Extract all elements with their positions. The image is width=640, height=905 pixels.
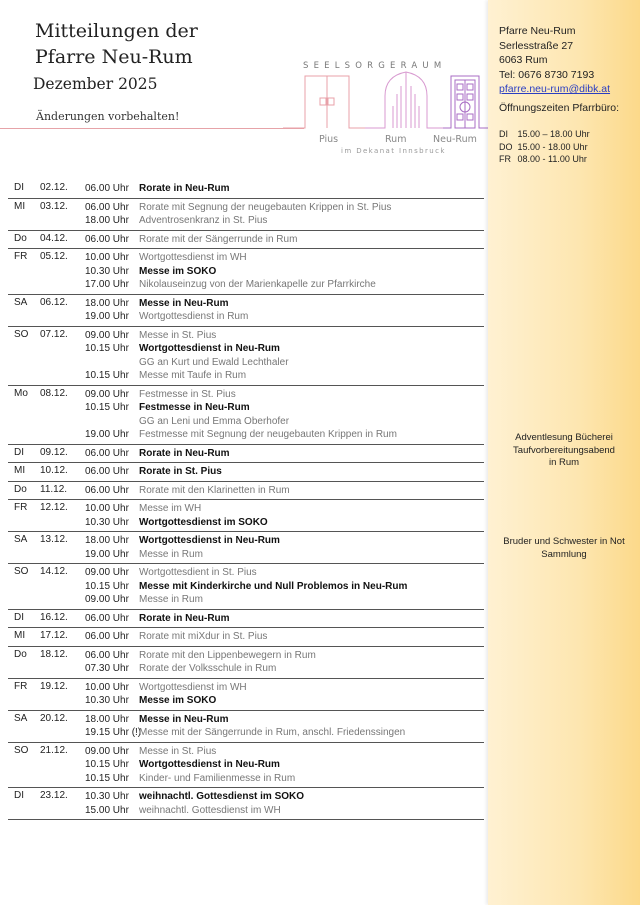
entry-time: 10.15 Uhr: [85, 759, 129, 770]
entry-time: 09.00 Uhr: [85, 329, 129, 341]
row-date: 13.12.: [40, 534, 68, 545]
row-day: Mo: [14, 387, 28, 399]
row-date: 02.12.: [40, 182, 68, 193]
row-date: 03.12.: [40, 200, 68, 212]
entry-event: Messe in Rum: [139, 548, 203, 560]
schedule-entry: [8, 681, 484, 695]
schedule-row: [8, 482, 484, 501]
schedule-entry: [8, 612, 484, 626]
office-hours-title: Öffnungszeiten Pfarrbüro:: [499, 102, 620, 114]
schedule-entry: [8, 649, 484, 663]
hours-row: [499, 128, 590, 141]
entry-event: Rorate in Neu-Rum: [139, 612, 230, 624]
schedule-entry: [8, 342, 484, 356]
entry-time: 09.00 Uhr: [85, 388, 129, 400]
side-note-advent: [488, 432, 640, 470]
entry-time: 19.00 Uhr: [85, 429, 129, 440]
row-day: DI: [14, 446, 24, 458]
schedule-row: [8, 564, 484, 610]
schedule-entry: [8, 726, 484, 740]
schedule-entry: [8, 447, 484, 461]
schedule-row: [8, 445, 484, 464]
schedule-entry: [8, 484, 484, 498]
neurum-door-icon: [443, 76, 488, 128]
row-date: 09.12.: [40, 446, 68, 458]
schedule-entry: [8, 297, 484, 311]
logo-label-pius: Pius: [319, 134, 339, 145]
entry-event: GG an Leni und Emma Oberhofer: [139, 415, 290, 427]
hours-row: [499, 141, 590, 154]
entry-event: Messe mit der Sängerrunde in Rum, anschl. Friedenssingen: [139, 727, 406, 738]
seelsorgeraum-logo: [283, 50, 488, 160]
entry-event: Wortgottesdienst im WH: [139, 252, 247, 263]
entry-event: Wortgottesdient in St. Pius: [139, 567, 257, 578]
entry-event: Rorate mit Segnung der neugebauten Krippen in St. Pius: [139, 201, 392, 213]
entry-event: Messe in Neu-Rum: [139, 297, 229, 309]
schedule-entry: [8, 548, 484, 562]
hours-row: [499, 153, 590, 166]
schedule-row: [8, 711, 484, 743]
schedule-row: [8, 199, 484, 231]
title-line-1: Mitteilungen der: [35, 20, 198, 42]
schedule-entry: [8, 310, 484, 324]
entry-event: Kinder- und Familienmesse in Rum: [139, 772, 296, 784]
entry-time: 06.00 Uhr: [85, 631, 129, 642]
schedule-entry: [8, 630, 484, 644]
schedule-row: [8, 295, 484, 327]
rum-door-icon: [365, 72, 443, 128]
schedule-entry: [8, 502, 484, 516]
logo-label-rum: Rum: [385, 134, 407, 145]
entry-time: 19.00 Uhr: [85, 311, 129, 322]
entry-time: 10.30 Uhr: [85, 695, 129, 706]
row-day: SA: [14, 712, 28, 724]
schedule-entry: [8, 790, 484, 804]
schedule-entry: [8, 534, 484, 548]
row-date: 08.12.: [40, 387, 68, 399]
row-date: 04.12.: [40, 232, 68, 244]
row-day: MI: [14, 200, 26, 212]
info-sidebar: [488, 0, 640, 905]
email-link[interactable]: pfarre.neu-rum@dibk.at: [499, 83, 611, 95]
schedule-entry: [8, 265, 484, 279]
hours-time: 15.00 - 18.00 Uhr: [517, 141, 588, 152]
schedule-entry: [8, 369, 484, 383]
side-note-line: in Rum: [548, 457, 580, 468]
entry-event: Festmesse mit Segnung der neugebauten Krippen in Rum: [139, 429, 397, 440]
contact-name: Pfarre Neu-Rum: [499, 25, 576, 37]
row-date: 23.12.: [40, 790, 68, 801]
row-date: 10.12.: [40, 465, 68, 476]
entry-event: Messe in St. Pius: [139, 745, 217, 757]
schedule-entry: [8, 201, 484, 215]
schedule-row: [8, 647, 484, 679]
schedule-entry: [8, 278, 484, 292]
entry-event: Nikolauseinzug von der Marienkapelle zur Pfarrkirche: [139, 279, 376, 290]
entry-time: 06.00 Uhr: [85, 466, 129, 477]
row-day: Do: [14, 648, 27, 660]
entry-time: 18.00 Uhr: [85, 713, 129, 725]
entry-event: Rorate mit den Lippenbewegern in Rum: [139, 649, 316, 661]
entry-event: Rorate mit der Sängerrunde in Rum: [139, 233, 298, 245]
entry-event: Rorate in St. Pius: [139, 466, 222, 477]
entry-event: Wortgottesdienst in Rum: [139, 311, 249, 322]
logo-top-text: SEELSORGERAUM: [303, 61, 447, 71]
entry-event: Rorate der Volksschule in Rum: [139, 663, 277, 674]
notice-text: Änderungen vorbehalten!: [36, 110, 180, 123]
hours-day: DO: [499, 141, 513, 152]
schedule-entry: [8, 329, 484, 343]
month-label: Dezember 2025: [33, 75, 158, 93]
row-date: 17.12.: [40, 630, 68, 641]
row-day: FR: [14, 502, 28, 513]
row-day: FR: [14, 251, 28, 262]
row-date: 18.12.: [40, 648, 68, 660]
entry-time: 18.00 Uhr: [85, 535, 129, 546]
schedule-entry: [8, 214, 484, 228]
hours-time: 08.00 - 11.00 Uhr: [517, 154, 587, 164]
side-note-line: Bruder und Schwester in Not: [503, 536, 625, 547]
schedule-entry: [8, 713, 484, 727]
contact-block: [499, 24, 610, 97]
schedule-entry: [8, 593, 484, 607]
entry-event: Messe im WH: [139, 503, 202, 514]
hours-day: DI: [499, 129, 508, 139]
entry-time: 10.00 Uhr: [85, 503, 129, 514]
entry-event: Rorate in Neu-Rum: [139, 183, 230, 194]
entry-event: Rorate mit den Klarinetten in Rum: [139, 484, 290, 496]
row-day: DI: [14, 182, 24, 193]
entry-time: 07.30 Uhr: [85, 663, 129, 674]
entry-event: Messe in St. Pius: [139, 329, 217, 341]
row-day: SO: [14, 566, 29, 577]
schedule-row: [8, 532, 484, 564]
entry-time: 10.15 Uhr: [85, 343, 129, 354]
schedule-entry: [8, 566, 484, 580]
row-day: MI: [14, 630, 26, 641]
entry-time: 10.15 Uhr: [85, 402, 129, 413]
entry-event: Wortgottesdienst in Neu-Rum: [139, 343, 280, 354]
pius-door-icon: [283, 76, 365, 128]
row-day: Do: [14, 483, 27, 495]
hours-time: 15.00 – 18.00 Uhr: [517, 129, 590, 139]
entry-time: 10.30 Uhr: [85, 265, 129, 277]
row-date: 14.12.: [40, 566, 68, 577]
row-day: DI: [14, 611, 24, 623]
entry-event: Wortgottesdienst im SOKO: [139, 516, 268, 528]
schedule-entry: [8, 580, 484, 594]
entry-event: Rorate in Neu-Rum: [139, 447, 230, 459]
entry-event: Messe in Rum: [139, 594, 203, 605]
side-note-line: Sammlung: [541, 548, 587, 560]
page-title: [35, 18, 198, 70]
schedule-row: [8, 180, 484, 199]
entry-time: 06.00 Uhr: [85, 183, 129, 194]
schedule-entry: [8, 251, 484, 265]
entry-time: 06.00 Uhr: [85, 612, 129, 624]
row-date: 19.12.: [40, 680, 68, 692]
row-day: DI: [14, 790, 24, 801]
schedule-entry: [8, 516, 484, 530]
entry-time: 10.30 Uhr: [85, 516, 129, 528]
entry-event: GG an Kurt und Ewald Lechthaler: [139, 356, 289, 368]
contact-phone: Tel: 0676 8730 7193: [499, 68, 595, 81]
entry-time: 06.00 Uhr: [85, 233, 129, 245]
schedule-entry: [8, 428, 484, 442]
schedule-entry: [8, 804, 484, 818]
schedule-row: [8, 327, 484, 386]
row-day: MI: [14, 465, 26, 476]
row-date: 12.12.: [40, 502, 68, 513]
entry-time: 09.00 Uhr: [85, 594, 129, 605]
schedule-entry: [8, 182, 484, 196]
schedule-row: [8, 249, 484, 295]
row-date: 20.12.: [40, 712, 68, 724]
header-divider: [0, 128, 304, 129]
row-day: SO: [14, 328, 29, 340]
schedule-entry: [8, 758, 484, 772]
side-note-line: Adventlesung Bücherei: [515, 432, 613, 443]
row-day: SA: [14, 534, 28, 545]
entry-event: Festmesse in Neu-Rum: [139, 402, 250, 413]
row-date: 05.12.: [40, 251, 68, 262]
entry-event: Adventrosenkranz in St. Pius: [139, 215, 268, 226]
row-date: 21.12.: [40, 744, 68, 756]
entry-event: Wortgottesdienst in Neu-Rum: [139, 759, 280, 770]
schedule-entry: [8, 233, 484, 247]
schedule-entry: [8, 388, 484, 402]
schedule-row: [8, 679, 484, 711]
entry-time: 18.00 Uhr: [85, 297, 129, 309]
schedule-row: [8, 500, 484, 532]
schedule-entry: [8, 415, 484, 429]
hours-day: FR: [499, 154, 511, 164]
schedule-row: [8, 610, 484, 629]
entry-event: Messe im SOKO: [139, 265, 217, 277]
entry-event: Messe mit Kinderkirche und Null Problemos in Neu-Rum: [139, 580, 408, 592]
entry-time: 10.15 Uhr: [85, 580, 129, 592]
row-day: SA: [14, 296, 28, 308]
schedule-row: [8, 628, 484, 647]
row-day: Do: [14, 232, 27, 244]
row-date: 06.12.: [40, 296, 68, 308]
entry-time: 06.00 Uhr: [85, 201, 129, 213]
entry-time: 06.00 Uhr: [85, 484, 129, 496]
contact-street: Serlesstraße 27: [499, 39, 574, 52]
schedule-row: [8, 463, 484, 482]
schedule-entry: [8, 465, 484, 479]
entry-time: 10.15 Uhr: [85, 370, 129, 381]
entry-time: 10.00 Uhr: [85, 681, 129, 693]
schedule-row: [8, 231, 484, 250]
schedule-entry: [8, 745, 484, 759]
schedule-entry: [8, 662, 484, 676]
entry-time: 19.15 Uhr (!): [85, 727, 142, 738]
entry-time: 09.00 Uhr: [85, 745, 129, 757]
schedule-entry: [8, 356, 484, 370]
entry-time: 10.15 Uhr: [85, 772, 129, 784]
side-note-collection: [488, 536, 640, 561]
schedule-entry: [8, 772, 484, 786]
entry-time: 06.00 Uhr: [85, 447, 129, 459]
entry-time: 19.00 Uhr: [85, 548, 129, 560]
entry-event: Messe mit Taufe in Rum: [139, 370, 247, 381]
entry-time: 10.00 Uhr: [85, 252, 129, 263]
schedule-row: [8, 386, 484, 445]
entry-event: Messe in Neu-Rum: [139, 713, 229, 725]
entry-time: 15.00 Uhr: [85, 804, 129, 816]
schedule-entry: [8, 401, 484, 415]
entry-event: Rorate mit miXdur in St. Pius: [139, 631, 268, 642]
entry-event: Wortgottesdienst in Neu-Rum: [139, 535, 280, 546]
row-date: 11.12.: [40, 483, 68, 495]
schedule-row: [8, 788, 484, 820]
entry-event: weihnachtl. Gottesdienst im SOKO: [139, 791, 305, 802]
schedule-row: [8, 743, 484, 789]
entry-time: 10.30 Uhr: [85, 791, 129, 802]
entry-time: 06.00 Uhr: [85, 649, 129, 661]
entry-event: Messe im SOKO: [139, 695, 217, 706]
schedule-entry: [8, 694, 484, 708]
row-date: 07.12.: [40, 328, 68, 340]
logo-label-neurum: Neu-Rum: [433, 134, 477, 145]
entry-time: 18.00 Uhr: [85, 215, 129, 226]
row-date: 16.12.: [40, 611, 68, 623]
entry-time: 09.00 Uhr: [85, 567, 129, 578]
entry-event: weihnachtl. Gottesdienst im WH: [139, 804, 281, 816]
entry-time: 17.00 Uhr: [85, 279, 129, 290]
side-note-line: Taufvorbereitungsabend: [513, 444, 615, 456]
logo-bottom-text: im Dekanat Innsbruck: [341, 147, 446, 155]
schedule-list: [8, 180, 484, 820]
contact-city: 6063 Rum: [499, 54, 548, 66]
row-day: FR: [14, 680, 28, 692]
entry-event: Wortgottesdienst im WH: [139, 681, 247, 693]
office-hours: [499, 128, 590, 166]
entry-event: Festmesse in St. Pius: [139, 388, 236, 400]
row-day: SO: [14, 744, 29, 756]
title-line-2: Pfarre Neu-Rum: [35, 46, 193, 68]
